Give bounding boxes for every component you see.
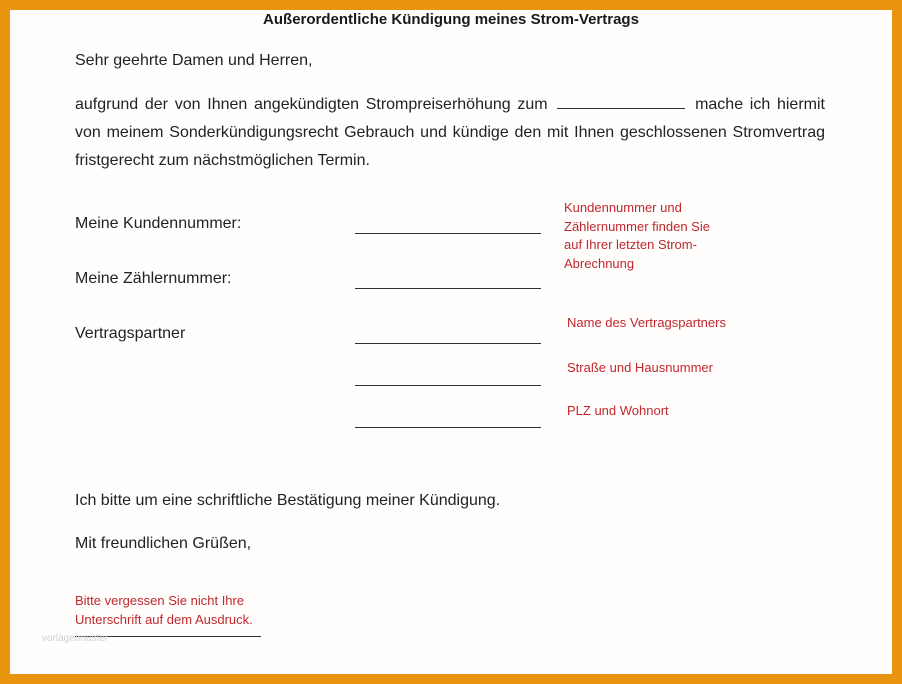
customer-number-line xyxy=(355,233,541,234)
date-blank-line xyxy=(557,96,685,109)
signature-hint: Bitte vergessen Sie nicht Ihre Unterschrift auf dem Ausdruck. xyxy=(75,593,253,627)
zip-city-hint: PLZ und Wohnort xyxy=(567,403,669,418)
partner-street-line xyxy=(355,385,541,386)
contract-partner-label: Vertragspartner xyxy=(75,325,186,342)
confirmation-request: Ich bitte um eine schriftliche Bestätigung meiner Kündigung. xyxy=(75,492,501,509)
meter-number-label: Meine Zählernummer: xyxy=(75,270,232,287)
body-text-part2: mache ich hiermit von meinem Sonderkündigungsrecht Gebrauch und kündige den mit Ihnen geschlossenen Stromvertrag fristgerecht zum nächstmöglichen Termin. xyxy=(75,96,825,169)
letter-title: Außerordentliche Kündigung meines Strom-Vertrags xyxy=(263,11,639,28)
body-text-part1: aufgrund der von Ihnen angekündigten Strompreiserhöhung zum xyxy=(75,96,548,113)
street-hint: Straße und Hausnummer xyxy=(567,360,713,375)
partner-name-line xyxy=(355,343,541,344)
partner-zip-city-line xyxy=(355,427,541,428)
meter-number-line xyxy=(355,288,541,289)
salutation: Sehr geehrte Damen und Herren, xyxy=(75,52,313,69)
customer-number-label: Meine Kundennummer: xyxy=(75,215,242,232)
watermark: vorlage/muster xyxy=(42,633,109,644)
body-paragraph xyxy=(75,91,825,175)
numbers-hint: Kundennummer und Zählernummer finden Sie auf Ihrer letzten Strom-Abrechnung xyxy=(564,200,710,271)
partner-name-hint: Name des Vertragspartners xyxy=(567,315,726,330)
closing-greeting: Mit freundlichen Grüßen, xyxy=(75,535,252,552)
